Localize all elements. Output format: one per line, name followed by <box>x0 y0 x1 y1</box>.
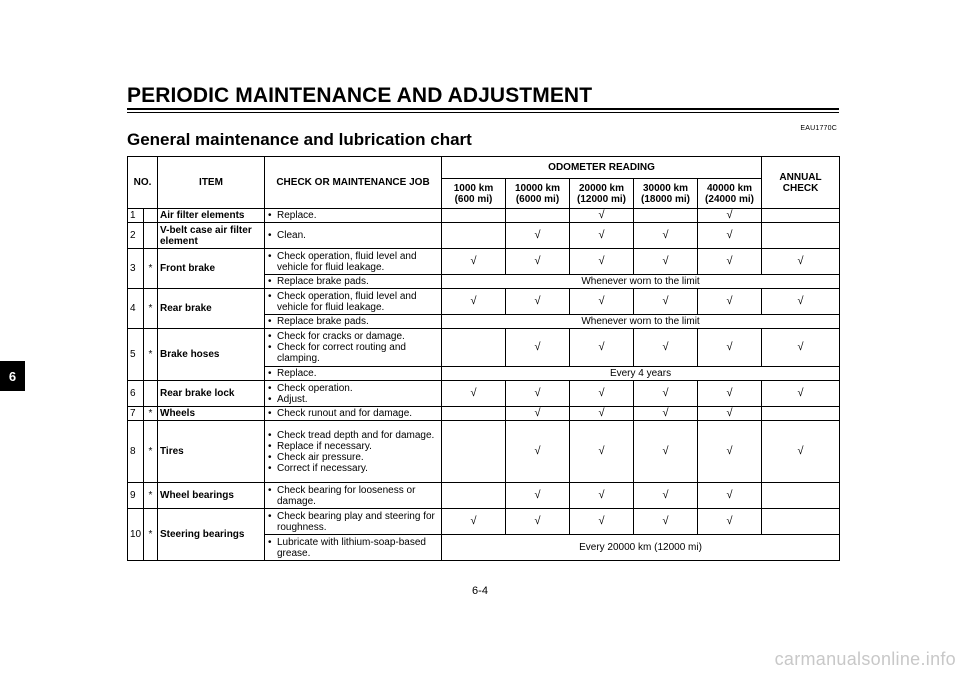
row-job <box>265 381 442 407</box>
check-cell: √ <box>698 509 762 535</box>
row-job <box>265 421 442 483</box>
table-row <box>128 329 840 367</box>
row-star: * <box>144 421 158 483</box>
job-line: • Check runout and for damage. <box>267 408 439 419</box>
check-cell: √ <box>698 289 762 315</box>
check-cell: √ <box>570 223 634 249</box>
table-row <box>128 249 840 275</box>
check-cell: √ <box>762 249 840 275</box>
check-cell: √ <box>506 381 570 407</box>
row-number: 5 <box>128 329 144 381</box>
row-star: * <box>144 407 158 421</box>
job-line: • Correct if necessary. <box>267 463 439 474</box>
header-job: CHECK OR MAINTENANCE JOB <box>265 157 442 209</box>
check-cell: √ <box>442 381 506 407</box>
check-cell: √ <box>698 381 762 407</box>
interval-note: Whenever worn to the limit <box>442 315 840 329</box>
table-row <box>128 381 840 407</box>
watermark: carmanualsonline.info <box>774 649 956 669</box>
check-cell: √ <box>506 223 570 249</box>
row-number: 6 <box>128 381 144 407</box>
row-job <box>265 483 442 509</box>
interval-note: Every 4 years <box>442 367 840 381</box>
row-number: 8 <box>128 421 144 483</box>
check-cell: √ <box>634 407 698 421</box>
maintenance-chart <box>127 156 840 561</box>
check-cell: √ <box>506 483 570 509</box>
check-cell <box>762 223 840 249</box>
check-cell <box>634 209 698 223</box>
check-cell: √ <box>442 249 506 275</box>
job-line: • Clean. <box>267 230 439 241</box>
check-cell <box>762 209 840 223</box>
job-line: • Check operation, fluid level and vehicle for fluid leakage. <box>267 291 439 313</box>
check-cell <box>442 407 506 421</box>
row-star: * <box>144 329 158 381</box>
row-star <box>144 209 158 223</box>
row-job <box>265 209 442 223</box>
check-cell: √ <box>634 289 698 315</box>
check-cell: √ <box>698 421 762 483</box>
check-cell: √ <box>506 509 570 535</box>
job-line: • Adjust. <box>267 394 439 405</box>
job-line: • Replace brake pads. <box>267 316 439 327</box>
table-row <box>128 407 840 421</box>
check-cell: √ <box>762 381 840 407</box>
section-title: General maintenance and lubrication chart <box>127 130 472 149</box>
row-star: * <box>144 483 158 509</box>
row-star: * <box>144 289 158 329</box>
header-odo-col-0: 1000 km (600 mi) <box>442 179 506 209</box>
row-job <box>265 509 442 535</box>
check-cell: √ <box>570 381 634 407</box>
table-row <box>128 421 840 483</box>
interval-note: Every 20000 km (12000 mi) <box>442 535 840 561</box>
row-job <box>265 289 442 315</box>
check-cell: √ <box>442 509 506 535</box>
job-line: • Check air pressure. <box>267 452 439 463</box>
check-cell: √ <box>570 421 634 483</box>
check-cell: √ <box>762 289 840 315</box>
header-rule-thick <box>127 108 839 110</box>
row-number: 3 <box>128 249 144 289</box>
check-cell: √ <box>634 249 698 275</box>
check-cell: √ <box>442 289 506 315</box>
table-row <box>128 289 840 315</box>
table-row <box>128 223 840 249</box>
job-line: • Replace. <box>267 210 439 221</box>
row-job <box>265 315 442 329</box>
check-cell: √ <box>570 407 634 421</box>
header-odo-col-3: 30000 km (18000 mi) <box>634 179 698 209</box>
check-cell: √ <box>698 407 762 421</box>
job-line: • Check operation, fluid level and vehicle for fluid leakage. <box>267 251 439 273</box>
check-cell: √ <box>506 421 570 483</box>
row-star <box>144 223 158 249</box>
check-cell: √ <box>634 483 698 509</box>
row-item: Wheels <box>158 407 265 421</box>
row-number: 10 <box>128 509 144 561</box>
row-item: Rear brake <box>158 289 265 329</box>
check-cell: √ <box>570 329 634 367</box>
row-job <box>265 329 442 367</box>
header-odo-col-4: 40000 km (24000 mi) <box>698 179 762 209</box>
row-number: 9 <box>128 483 144 509</box>
job-line: • Replace. <box>267 368 439 379</box>
check-cell <box>506 209 570 223</box>
check-cell <box>442 209 506 223</box>
row-number: 2 <box>128 223 144 249</box>
row-star <box>144 381 158 407</box>
row-item: V-belt case air filter element <box>158 223 265 249</box>
chapter-tab: 6 <box>0 361 25 391</box>
check-cell: √ <box>570 289 634 315</box>
header-no: NO. <box>128 157 158 209</box>
job-line: • Check for correct routing and clamping. <box>267 342 439 364</box>
row-item: Brake hoses <box>158 329 265 381</box>
check-cell: √ <box>570 483 634 509</box>
check-cell: √ <box>570 209 634 223</box>
row-job <box>265 367 442 381</box>
check-cell <box>762 509 840 535</box>
row-star: * <box>144 509 158 561</box>
table-row <box>128 509 840 535</box>
page-title: PERIODIC MAINTENANCE AND ADJUSTMENT <box>127 84 593 107</box>
row-number: 4 <box>128 289 144 329</box>
job-line: • Check for cracks or damage. <box>267 331 439 342</box>
check-cell <box>762 483 840 509</box>
header-item: ITEM <box>158 157 265 209</box>
row-item: Air filter elements <box>158 209 265 223</box>
row-job <box>265 223 442 249</box>
check-cell: √ <box>506 289 570 315</box>
check-cell <box>442 223 506 249</box>
row-number: 7 <box>128 407 144 421</box>
job-line: • Replace brake pads. <box>267 276 439 287</box>
job-line: • Check operation. <box>267 383 439 394</box>
job-line: • Lubricate with lithium-soap-based grease. <box>267 537 439 559</box>
check-cell: √ <box>698 483 762 509</box>
row-item: Rear brake lock <box>158 381 265 407</box>
row-job <box>265 249 442 275</box>
check-cell: √ <box>762 329 840 367</box>
header-odo-col-1: 10000 km (6000 mi) <box>506 179 570 209</box>
table-row <box>128 483 840 509</box>
check-cell: √ <box>634 223 698 249</box>
check-cell: √ <box>698 329 762 367</box>
row-star: * <box>144 249 158 289</box>
row-number: 1 <box>128 209 144 223</box>
row-job <box>265 407 442 421</box>
header-odo-col-2: 20000 km (12000 mi) <box>570 179 634 209</box>
check-cell: √ <box>506 249 570 275</box>
document-code: EAU1770C <box>800 125 837 132</box>
page-number: 6-4 <box>472 585 488 597</box>
header-odometer: ODOMETER READING <box>442 157 762 179</box>
interval-note: Whenever worn to the limit <box>442 275 840 289</box>
job-line: • Check bearing play and steering for roughness. <box>267 511 439 533</box>
row-job <box>265 535 442 561</box>
check-cell: √ <box>762 421 840 483</box>
check-cell: √ <box>570 509 634 535</box>
check-cell: √ <box>634 381 698 407</box>
job-line: • Replace if necessary. <box>267 441 439 452</box>
check-cell: √ <box>634 509 698 535</box>
job-line: • Check tread depth and for damage. <box>267 430 439 441</box>
check-cell: √ <box>506 407 570 421</box>
check-cell <box>442 329 506 367</box>
check-cell: √ <box>634 329 698 367</box>
check-cell: √ <box>698 249 762 275</box>
check-cell <box>762 407 840 421</box>
check-cell: √ <box>506 329 570 367</box>
row-item: Wheel bearings <box>158 483 265 509</box>
header-annual: ANNUAL CHECK <box>762 157 840 209</box>
check-cell <box>442 483 506 509</box>
check-cell: √ <box>634 421 698 483</box>
job-line: • Check bearing for looseness or damage. <box>267 485 439 507</box>
row-item: Tires <box>158 421 265 483</box>
check-cell <box>442 421 506 483</box>
check-cell: √ <box>698 209 762 223</box>
check-cell: √ <box>698 223 762 249</box>
table-row <box>128 209 840 223</box>
check-cell: √ <box>570 249 634 275</box>
header-rule-thin <box>127 112 839 113</box>
row-job <box>265 275 442 289</box>
row-item: Front brake <box>158 249 265 289</box>
row-item: Steering bearings <box>158 509 265 561</box>
